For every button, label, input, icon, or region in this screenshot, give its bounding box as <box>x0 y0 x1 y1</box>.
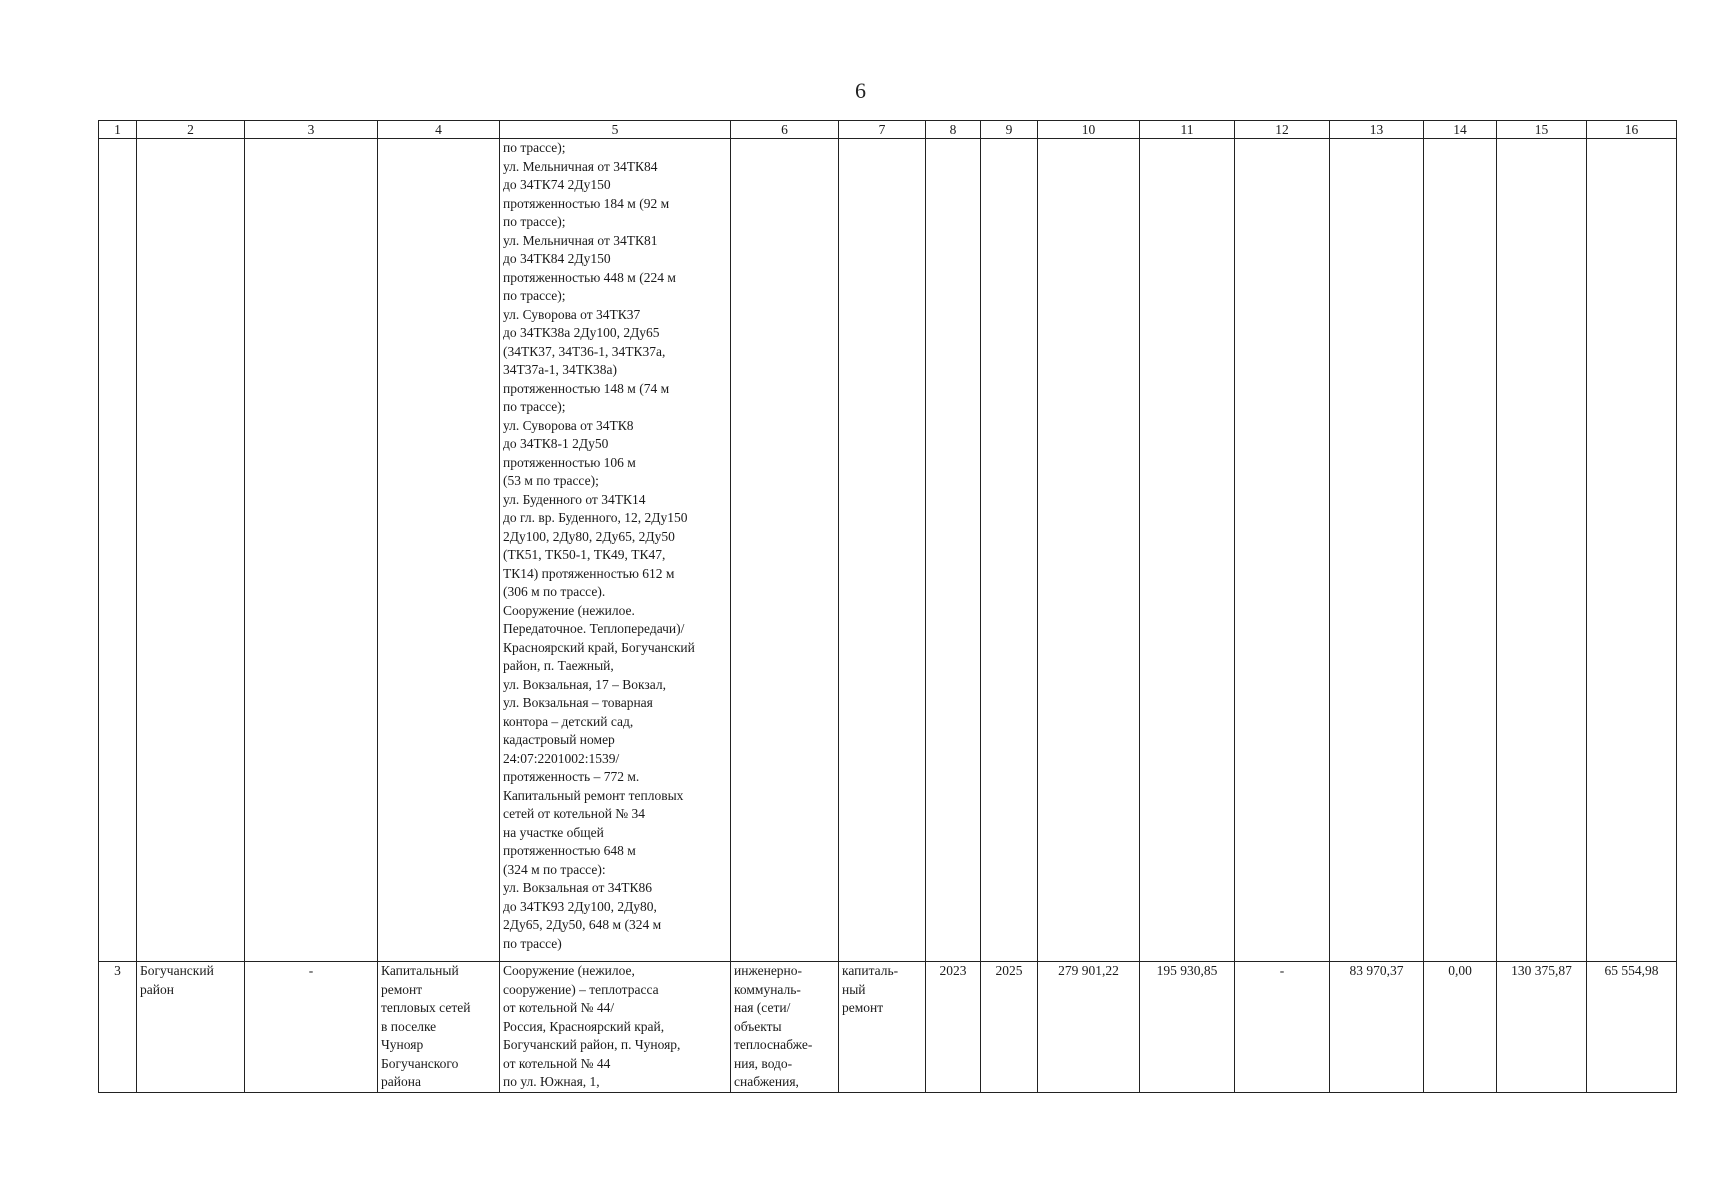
column-header: 11 <box>1140 121 1235 139</box>
table-cell <box>1497 139 1587 962</box>
table-cell <box>1587 139 1677 962</box>
column-header: 9 <box>981 121 1038 139</box>
col-16-value: 65 554,98 <box>1587 962 1677 1093</box>
col-12-value: - <box>1235 962 1330 1093</box>
total-cost: 279 901,22 <box>1038 962 1140 1093</box>
table-cell <box>839 139 926 962</box>
column-number-row <box>99 121 1677 139</box>
object-description-continued: по трассе); ул. Мельничная от 34ТК84 до 34ТК74 2Ду150 протяженностью 184 м (92 м по трассе); ул. Мельничная от 34ТК81 до 34ТК84 2Ду150 протяженностью 448 м (224 м по трассе); ул. Суворова от 34ТК37 до 34ТК38а 2Ду100, 2Ду65 (34ТК37, 34Т36-1, 34ТК37а, 34Т37а-1, 34ТК38а) протяженностью 148 м (74 м по трассе); ул. Суворова от 34ТК8 до 34ТК8-1 2Ду50 протяженностью 106 м (53 м по трассе); ул. Буденного от 34ТК14 до гл. вр. Буденного, 12, 2Ду150 2Ду100, 2Ду80, 2Ду65, 2Ду50 (ТК51, ТК50-1, ТК49, ТК47, ТК14) протяженностью 612 м (306 м по трассе). Сооружение (нежилое. Передаточное. Теплопередачи)/ Красноярский край, Богучанский район, п. Таежный, ул. Вокзальная, 17 – Вокзал, ул. Вокзальная – товарная контора – детский сад, кадастровый номер 24:07:2201002:1539/ протяженность – 772 м. Капитальный ремонт тепловых сетей от котельной № 34 на участке общей протяженностью 648 м (324 м по трассе): ул. Вокзальная от 34ТК86 до 34ТК93 2Ду100, 2Ду80, 2Ду65, 2Ду50, 648 м (324 м по трассе) <box>500 139 731 962</box>
col-11-value: 195 930,85 <box>1140 962 1235 1093</box>
project-name: Капитальный ремонт тепловых сетей в поселке Чунояр Богучанского района <box>378 962 500 1093</box>
column-header: 15 <box>1497 121 1587 139</box>
column-header: 1 <box>99 121 137 139</box>
col-15-value: 130 375,87 <box>1497 962 1587 1093</box>
table-cell <box>1330 139 1424 962</box>
table-cell <box>926 139 981 962</box>
column-header: 6 <box>731 121 839 139</box>
page-number: 6 <box>855 78 866 103</box>
table-cell <box>1235 139 1330 962</box>
table-cell <box>1424 139 1497 962</box>
column-header: 5 <box>500 121 731 139</box>
column-header: 14 <box>1424 121 1497 139</box>
table-cell <box>378 139 500 962</box>
column-header: 16 <box>1587 121 1677 139</box>
table-cell <box>137 139 245 962</box>
column-header: 10 <box>1038 121 1140 139</box>
column-header: 4 <box>378 121 500 139</box>
work-type: капиталь- ный ремонт <box>839 962 926 1093</box>
column-header: 12 <box>1235 121 1330 139</box>
col-13-value: 83 970,37 <box>1330 962 1424 1093</box>
column-header: 2 <box>137 121 245 139</box>
column-header: 8 <box>926 121 981 139</box>
end-year: 2025 <box>981 962 1038 1093</box>
table-row <box>99 962 1677 1093</box>
investment-program-table <box>98 120 1677 1093</box>
table-cell <box>1140 139 1235 962</box>
municipality: Богучанский район <box>137 962 245 1093</box>
table-cell <box>731 139 839 962</box>
row-number: 3 <box>99 962 137 1093</box>
column-header: 3 <box>245 121 378 139</box>
object-description: Сооружение (нежилое, сооружение) – теплотрасса от котельной № 44/ Россия, Красноярский край, Богучанский район, п. Чунояр, от котельной № 44 по ул. Южная, 1, <box>500 962 731 1093</box>
col-14-value: 0,00 <box>1424 962 1497 1093</box>
table-cell <box>99 139 137 962</box>
column-header: 13 <box>1330 121 1424 139</box>
col-3-value: - <box>245 962 378 1093</box>
column-header: 7 <box>839 121 926 139</box>
table-cell <box>245 139 378 962</box>
table-row-continuation <box>99 139 1677 962</box>
table-cell <box>1038 139 1140 962</box>
start-year: 2023 <box>926 962 981 1093</box>
infrastructure-type: инженерно- коммуналь- ная (сети/ объекты теплоснабже- ния, водо- снабжения, <box>731 962 839 1093</box>
table-cell <box>981 139 1038 962</box>
